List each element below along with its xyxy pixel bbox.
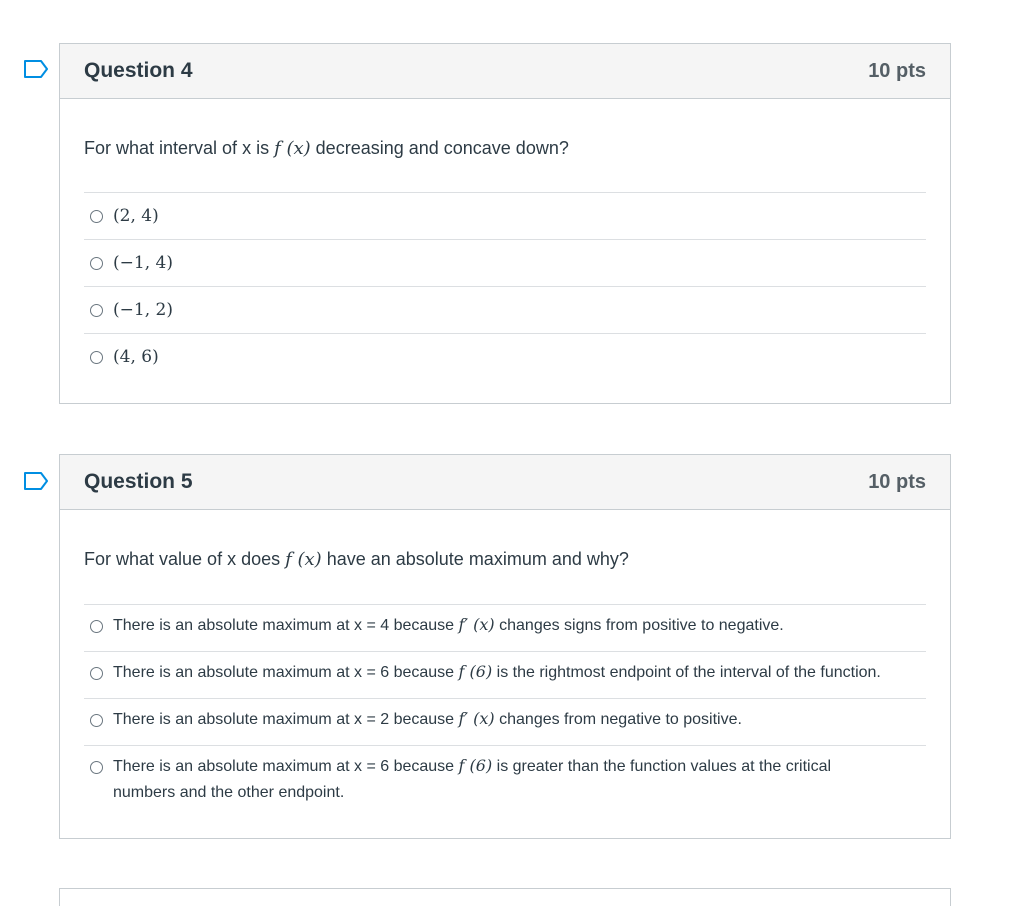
question-header (60, 455, 950, 510)
answer-text: There is an absolute maximum at x = 2 because (113, 711, 459, 728)
question-body (60, 136, 950, 381)
radio-button[interactable] (90, 210, 103, 223)
radio-button[interactable] (90, 257, 103, 270)
question-title: Question 4 (84, 59, 193, 82)
question-title: Question 5 (84, 470, 193, 493)
answer-label: (−1, 2) (113, 300, 173, 320)
question-5 (59, 454, 951, 839)
answer-option[interactable] (84, 287, 926, 334)
answer-label: (2, 4) (113, 206, 159, 226)
prompt-text: For what interval of x is (84, 138, 275, 158)
answer-label (113, 753, 873, 806)
prompt-text: For what value of x does (84, 549, 286, 569)
flag-question-icon[interactable] (24, 60, 48, 78)
answer-text: There is an absolute maximum at x = 6 because (113, 664, 459, 681)
answer-text: changes from negative to positive. (494, 711, 742, 728)
answer-label (113, 659, 881, 686)
answer-math: f′ (x) (458, 615, 495, 634)
answer-option[interactable] (84, 193, 926, 240)
answer-math: f (6) (458, 756, 493, 775)
radio-button[interactable] (90, 667, 103, 680)
radio-button[interactable] (90, 351, 103, 364)
answer-text: is the rightmost endpoint of the interval of the function. (492, 664, 881, 681)
radio-button[interactable] (90, 714, 103, 727)
answer-text: There is an absolute maximum at x = 6 because (113, 758, 459, 775)
answer-list (84, 604, 926, 826)
question-points: 10 pts (868, 59, 926, 82)
answer-text: There is an absolute maximum at x = 4 because (113, 617, 459, 634)
answer-option[interactable] (84, 746, 926, 826)
question-header (60, 44, 950, 99)
radio-button[interactable] (90, 304, 103, 317)
question-4 (59, 43, 951, 404)
answer-label (113, 706, 742, 733)
question-prompt (84, 547, 926, 583)
answer-option[interactable] (84, 652, 926, 699)
answer-label: (4, 6) (113, 347, 159, 367)
answer-text: changes signs from positive to negative. (494, 617, 784, 634)
question-6-partial (59, 888, 951, 906)
answer-math: f (6) (458, 662, 493, 681)
answer-text: is greater than the function values at the critical numbers and the other endpoint. (113, 758, 832, 801)
flag-question-icon[interactable] (24, 472, 48, 490)
question-body (60, 547, 950, 826)
answer-label (113, 612, 784, 639)
answer-option[interactable] (84, 605, 926, 652)
answer-label: (−1, 4) (113, 253, 173, 273)
radio-button[interactable] (90, 761, 103, 774)
prompt-text: decreasing and concave down? (310, 138, 569, 158)
radio-button[interactable] (90, 620, 103, 633)
answer-option[interactable] (84, 240, 926, 287)
prompt-text: have an absolute maximum and why? (321, 549, 629, 569)
answer-option[interactable] (84, 699, 926, 746)
question-prompt (84, 136, 926, 172)
answer-option[interactable] (84, 334, 926, 381)
prompt-math: f (x) (274, 138, 311, 159)
answer-math: f′ (x) (458, 709, 495, 728)
answer-list (84, 192, 926, 381)
prompt-math: f (x) (285, 549, 322, 570)
question-points: 10 pts (868, 470, 926, 493)
